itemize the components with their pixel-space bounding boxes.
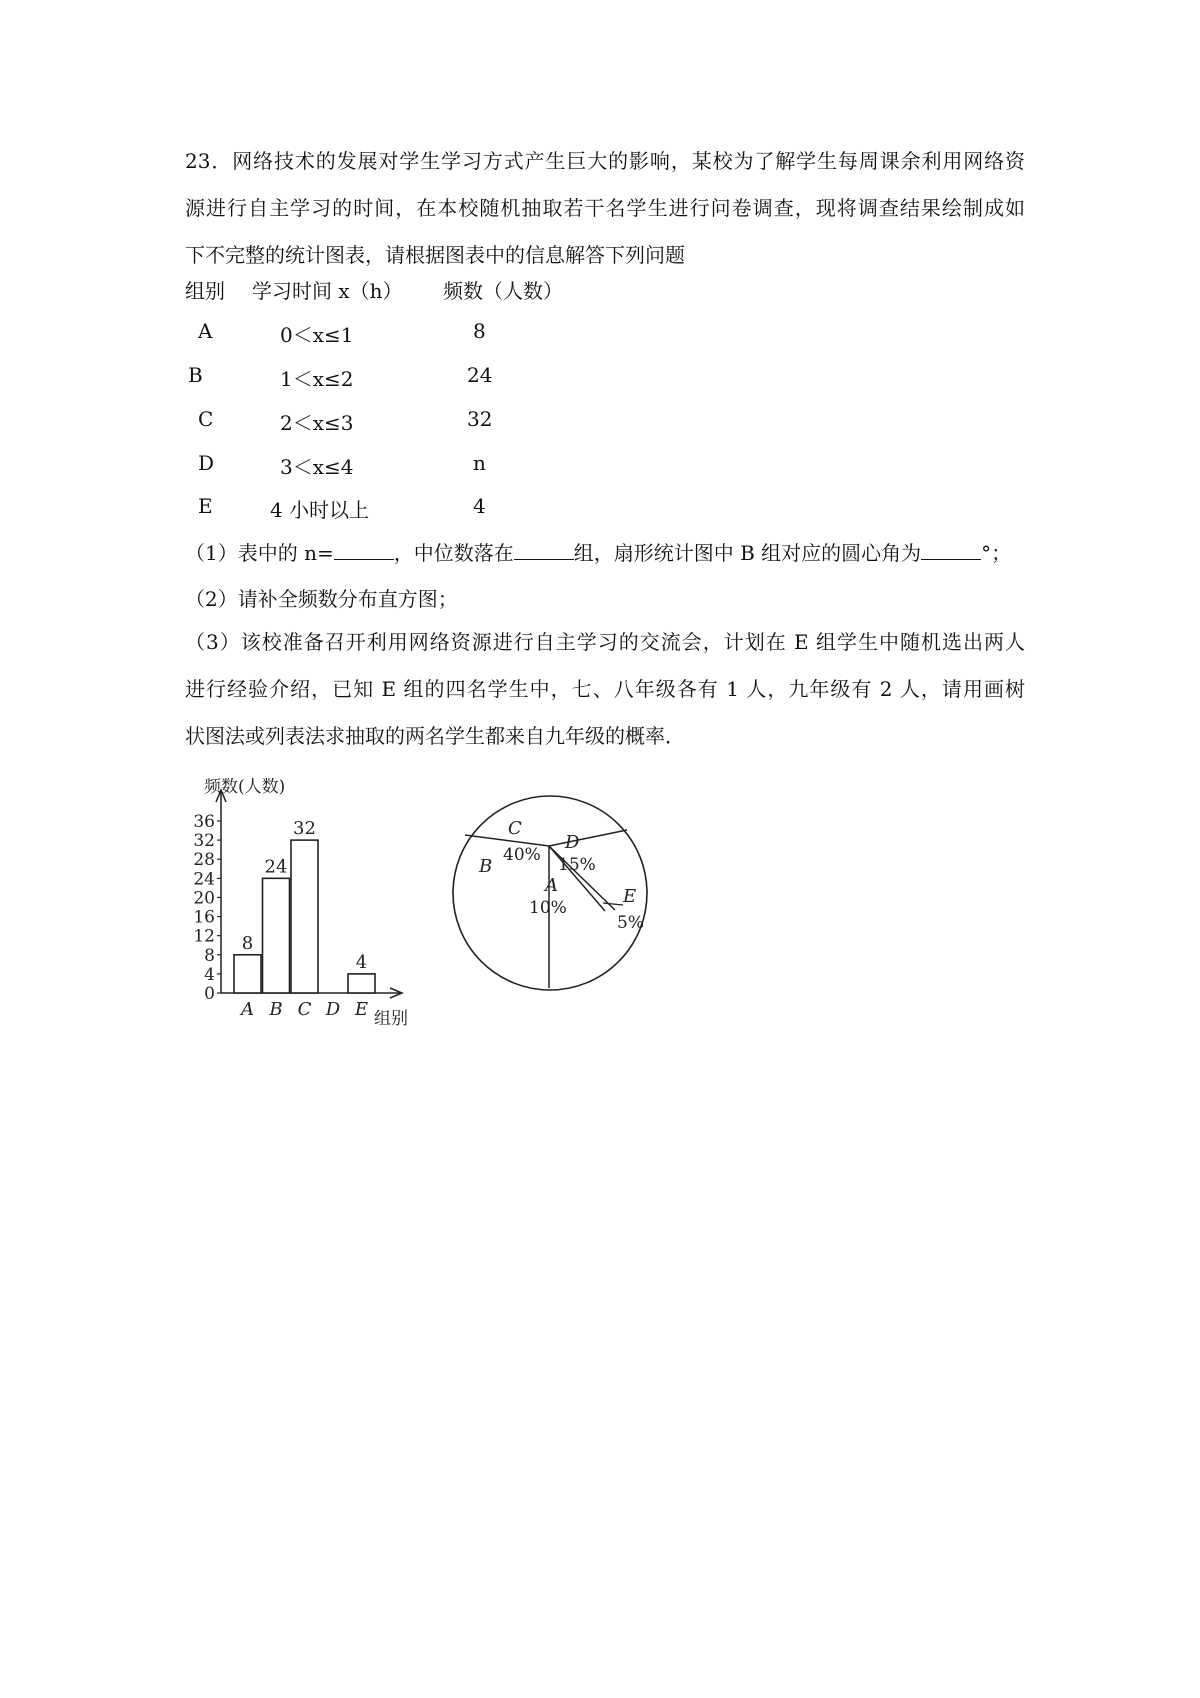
pie-label-C: C [508,818,522,839]
answer-blank-median-group[interactable] [514,539,574,560]
row-time: 4 小时以上 [270,498,370,522]
y-tick-label: 16 [193,907,215,928]
pie-percent-A: 10% [529,898,567,918]
row-group: C [198,407,214,431]
header-frequency: 频数（人数） [443,279,563,303]
row-frequency: 32 [467,407,493,431]
table-row [185,494,785,524]
answer-blank-n[interactable] [334,539,394,560]
problem-line-2: 源进行自主学习的时间，在本校随机抽取若干名学生进行问卷调查，现将调查结果绘制成如 [185,196,1025,220]
bar-B [263,878,290,993]
pie-label-A: A [545,875,558,896]
y-tick-label: 24 [193,869,215,890]
pie-label-D: D [565,832,580,853]
question-3 [185,619,1025,760]
q1-part-d: °； [981,541,1012,565]
problem-line-1: 23．网络技术的发展对学生学习方式产生巨大的影响，某校为了解学生每周课余利用网络资 [185,149,1025,173]
row-frequency: 4 [473,494,486,518]
pie-percent-C: 40% [503,845,541,865]
row-frequency: n [473,451,486,475]
y-tick-label: 36 [193,812,215,832]
header-group: 组别 [185,279,225,303]
row-frequency: 8 [473,319,486,343]
row-time: 1＜x≤2 [280,367,354,391]
y-tick-label: 4 [204,964,215,985]
y-tick-label: 0 [204,984,215,1004]
bar-C [291,840,318,993]
problem-line-3: 下不完整的统计图表，请根据图表中的信息解答下列问题 [185,243,685,267]
bar-A [234,955,261,993]
row-frequency: 24 [467,363,493,387]
q3-line-3: 状图法或列表法求抽取的两名学生都来自九年级的概率． [185,724,685,748]
row-time: 3＜x≤4 [280,455,354,479]
row-time: 0＜x≤1 [280,323,354,347]
y-tick-label: 28 [193,850,215,871]
x-tick-label: E [354,999,369,1020]
table-row [185,451,785,481]
y-tick-label: 8 [204,945,215,966]
row-time: 2＜x≤3 [280,411,354,435]
bar-value-label: 32 [293,818,316,840]
y-tick-label: 32 [193,831,215,852]
row-group: E [198,494,213,518]
pie-chart [445,788,675,1018]
problem-statement [185,138,1025,279]
table-row [185,407,785,437]
q1-part-b: ，中位数落在 [393,541,514,565]
q3-line-2: 进行经验介绍，已知 E 组的四名学生中，七、八年级各有 1 人，九年级有 2 人，请用画树 [185,677,1025,701]
question-1 [185,537,1011,566]
x-tick-label: C [297,999,312,1020]
pie-label-B: B [479,856,493,877]
pie-percent-E: 5% [617,913,644,933]
y-tick-label: 12 [193,926,215,947]
x-tick-label: B [269,999,283,1020]
question-2: （2）请补全频数分布直方图； [185,587,458,611]
pie-label-E: E [623,886,637,907]
bar-E [348,974,375,993]
x-tick-label: A [241,999,254,1020]
table-row [185,319,785,349]
q1-part-c: 组，扇形统计图中 B 组对应的圆心角为 [573,541,922,565]
bar-value-label: 24 [264,856,288,878]
table-header [185,275,785,305]
y-tick-label: 20 [193,888,215,909]
row-group: A [198,319,213,343]
x-axis-title: 组别 [374,1009,408,1029]
row-group: D [198,451,215,475]
answer-blank-angle[interactable] [921,539,981,560]
q1-part-a: （1）表中的 n= [185,541,334,565]
header-time: 学习时间 x（h） [252,279,403,303]
row-group: B [188,363,203,387]
x-tick-label: D [325,999,341,1020]
y-axis-title: 频数(人数) [204,778,286,797]
frequency-histogram [178,778,438,1036]
pie-percent-D: 15% [558,855,596,875]
bar-value-label: 4 [355,951,368,973]
bar-value-label: 8 [241,932,254,954]
table-row [185,363,785,393]
q3-line-1: （3）该校准备召开利用网络资源进行自主学习的交流会，计划在 E 组学生中随机选出两人 [185,630,1025,654]
